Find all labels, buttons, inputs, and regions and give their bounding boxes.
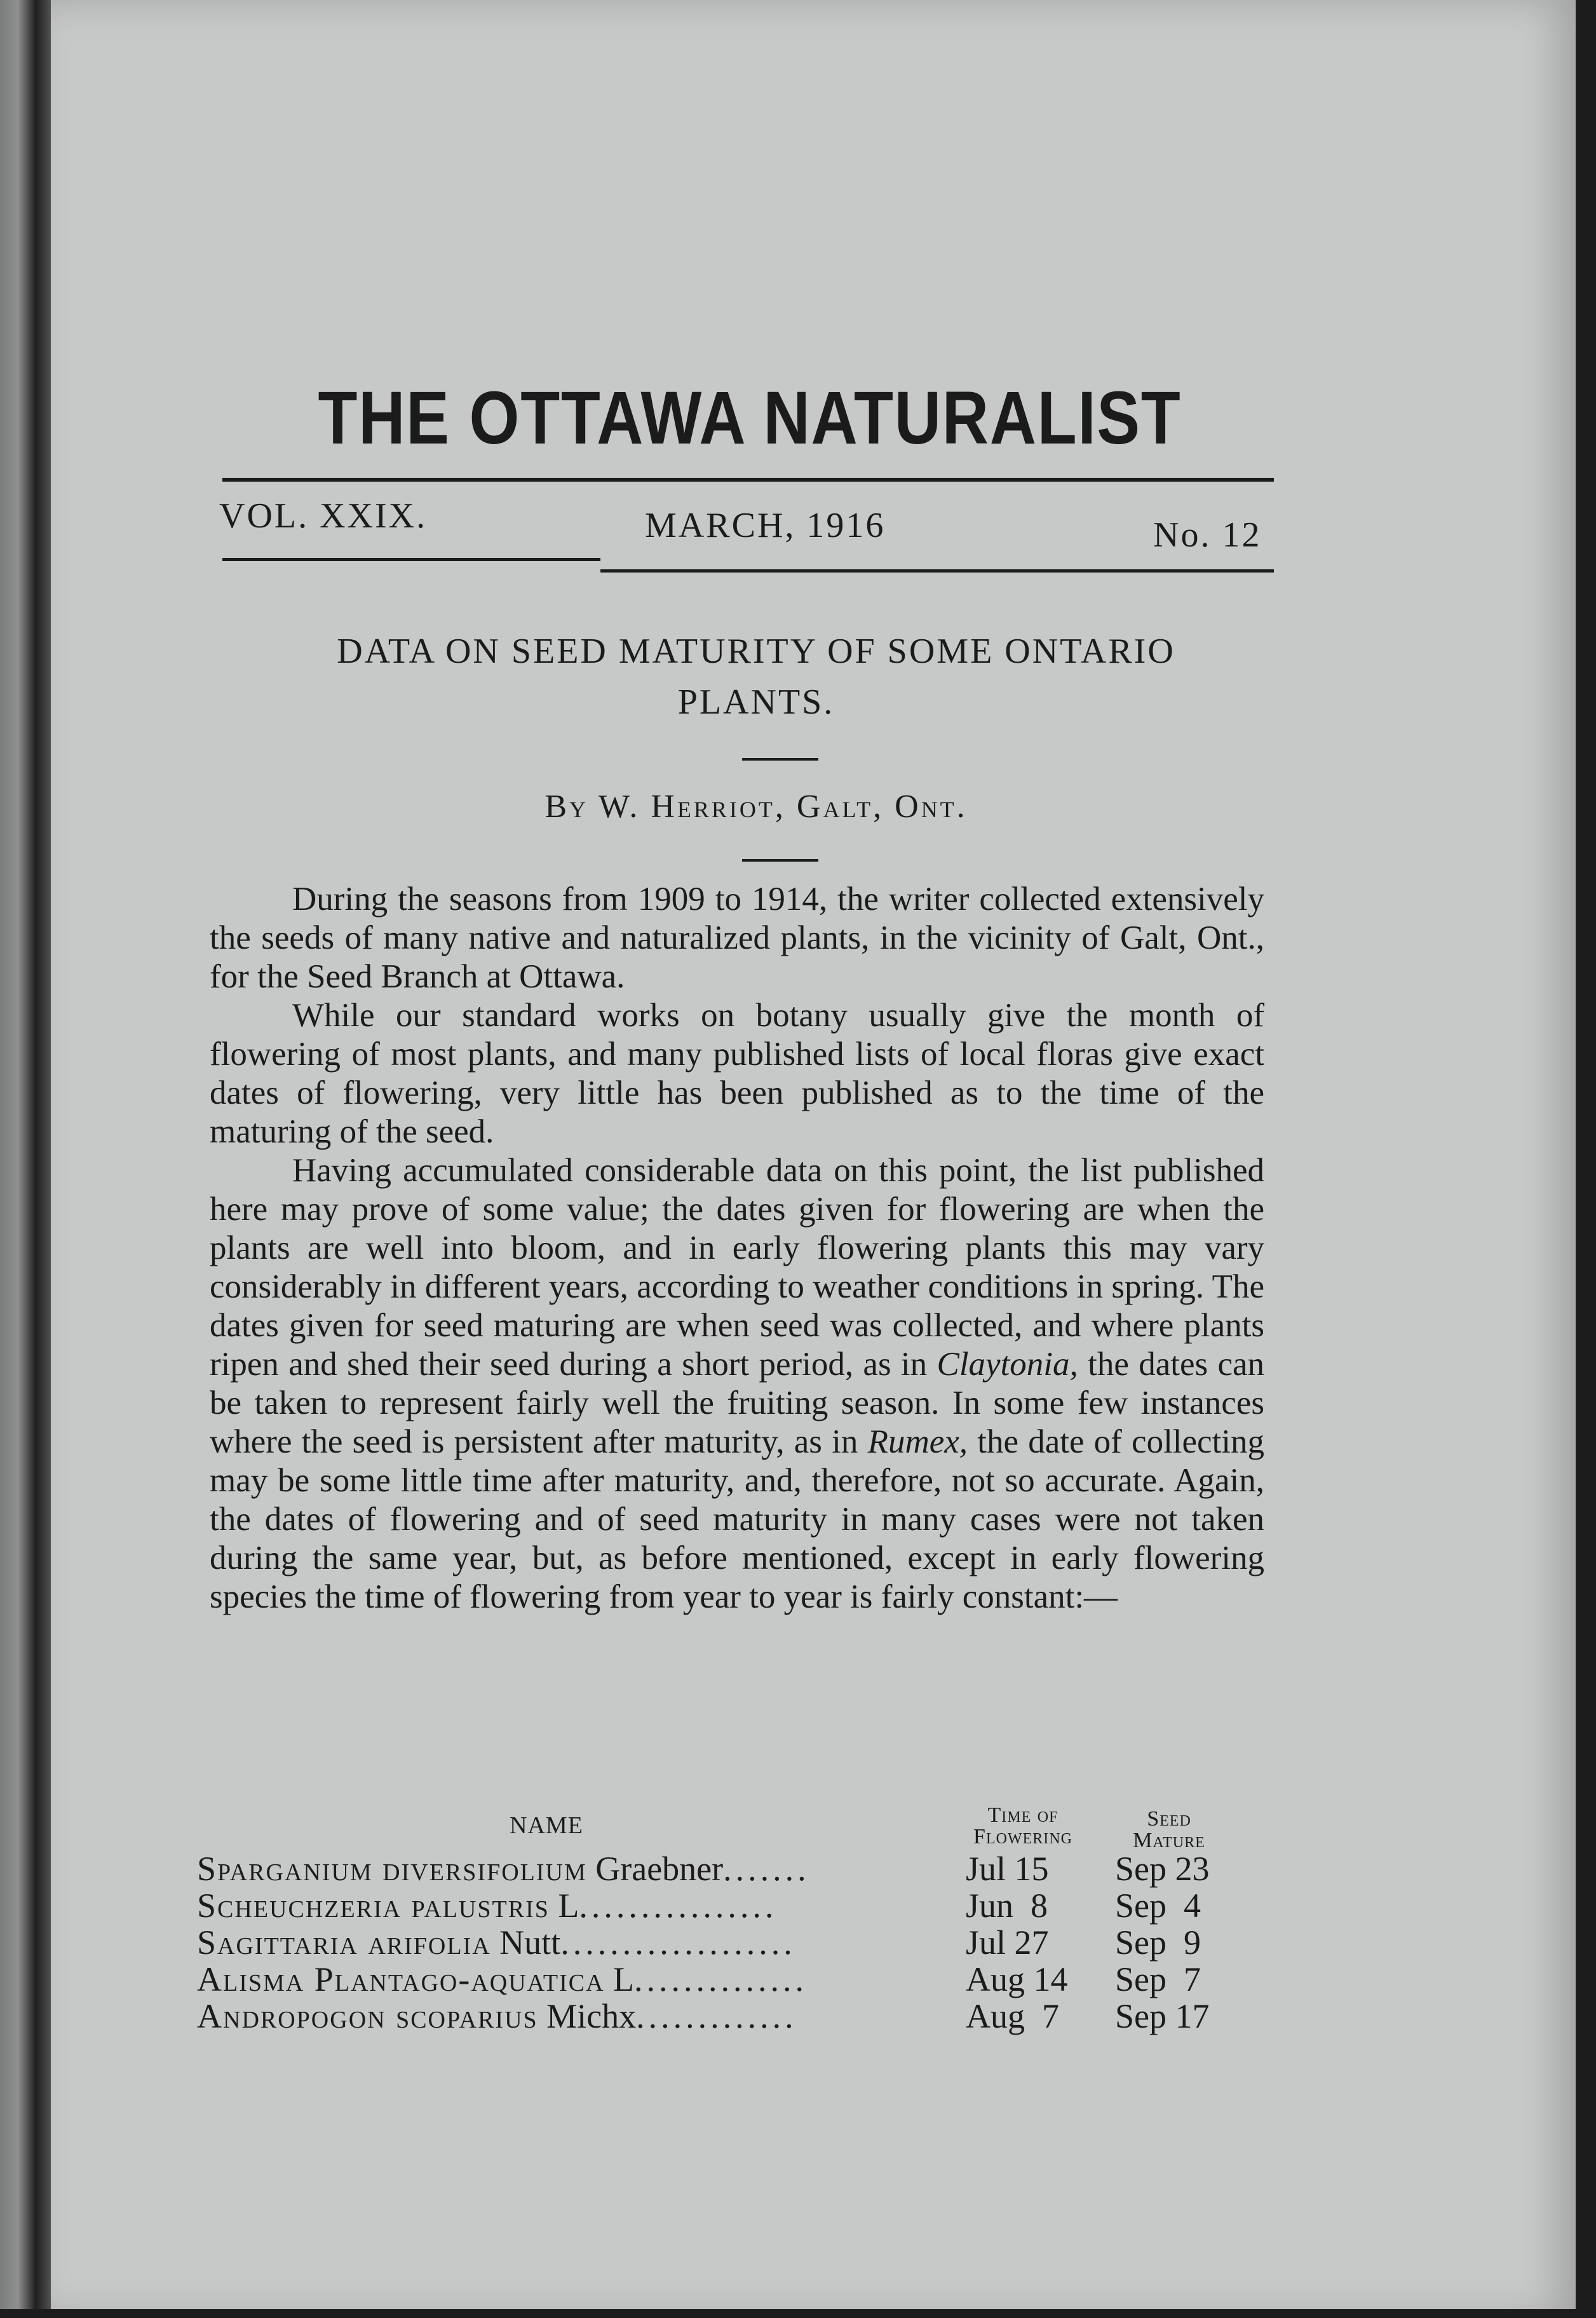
column-header-flowering-line-2: Flowering	[973, 1825, 1072, 1848]
article-title-line-1: DATA ON SEED MATURITY OF SOME ONTARIO	[337, 632, 1175, 671]
plant-author: L	[604, 1961, 635, 1998]
plant-name	[197, 1850, 950, 1887]
flowering-date: Aug 14	[966, 1960, 1068, 1998]
plant-author: Nutt	[490, 1924, 561, 1961]
seed-mature-date: Sep 23	[1115, 1850, 1210, 1888]
masthead-rule-bottom-right	[600, 569, 1274, 573]
masthead-rule-top	[222, 478, 1274, 482]
table-row	[197, 1887, 1277, 1924]
column-header-flowering	[956, 1805, 1090, 1848]
leader-dots: .......	[723, 1850, 810, 1887]
plant-author: Graebner	[586, 1850, 724, 1887]
flowering-date: Jul 27	[966, 1923, 1049, 1962]
article-body	[210, 880, 1264, 1616]
table-row	[197, 1961, 1277, 1998]
leader-dots: ................	[579, 1887, 778, 1924]
plant-author: L	[549, 1887, 579, 1924]
title-divider	[742, 758, 818, 761]
paragraph-2: While our standard works on botany usually give the month of flowering of most plants, and many published lists of local floras give exact dates of flowering, very little has been published as to the time of the maturing of the seed.	[210, 997, 1264, 1150]
article-byline: By W. Herriot, Galt, Ont.	[544, 789, 968, 825]
paragraph-1: During the seasons from 1909 to 1914, the writer collected extensively the seeds of many native and naturalized plants, in the vicinity of Galt, Ont., for the Seed Branch at Ottawa.	[210, 881, 1264, 995]
flowering-date: Jun 8	[966, 1887, 1048, 1925]
plant-species: Alisma Plantago-aquatica	[197, 1961, 605, 1998]
column-header-seed	[1106, 1808, 1233, 1852]
column-header-name: NAME	[510, 1812, 583, 1839]
page-right-edge	[1576, 0, 1596, 2318]
plant-author: Michx	[538, 1998, 637, 2035]
plant-species: Sparganium diversifolium	[197, 1850, 587, 1887]
paragraph-3-text-b: the dates can be taken to represent fairly well the fruiting season. In some few instances where the seed is persistent after maturity, as in	[210, 1346, 1265, 1460]
seed-mature-date: Sep 4	[1115, 1887, 1201, 1925]
article-title	[241, 626, 1271, 728]
table-row	[197, 1850, 1277, 1887]
paragraph-3	[210, 1151, 1264, 1616]
plant-name	[197, 1924, 950, 1961]
issue-number: No. 12	[1153, 515, 1262, 555]
seed-mature-date: Sep 7	[1115, 1960, 1201, 1998]
paragraph-3-text-c: the date of collecting may be some little time after maturity, and, therefore, not so accurate. Again, the dates of flowering and of seed maturity in many cases were not taken during the same year, but, as before mentioned, except in early flowering species the time of flowering from year to year is fairly constant:—	[210, 1423, 1265, 1615]
column-header-seed-line-1: Seed	[1147, 1807, 1191, 1831]
journal-title: THE OTTAWA NATURALIST	[318, 376, 1182, 460]
plant-name	[197, 1887, 950, 1924]
column-header-seed-line-2: Mature	[1133, 1829, 1205, 1852]
article-title-line-2: PLANTS.	[677, 682, 835, 722]
page-left-edge	[0, 0, 51, 2318]
byline-divider	[742, 859, 818, 862]
seed-mature-date: Sep 17	[1115, 1997, 1210, 2035]
plant-name	[197, 1998, 950, 2035]
leader-dots: ...................	[560, 1924, 796, 1961]
plant-species: Scheuchzeria palustris	[197, 1887, 550, 1924]
flowering-date: Jul 15	[966, 1850, 1049, 1888]
leader-dots: ..............	[634, 1961, 808, 1998]
plant-species: Sagittaria arifolia	[197, 1924, 491, 1961]
column-header-flowering-line-1: Time of	[987, 1803, 1058, 1827]
masthead-rule-bottom-left	[222, 558, 600, 561]
paragraph-3-text-a: Having accumulated considerable data on this point, the list published here may prove of some value; the dates given for flowering are when the plants are well into bloom, and in early flowering plants this may vary considerably in different years, according to weather conditions in spring. The dates given for seed maturing are when seed was collected, and where plants ripen and shed their seed during a short period, as in	[210, 1152, 1264, 1383]
plant-name	[197, 1961, 950, 1998]
genus-rumex: Rumex,	[867, 1423, 968, 1460]
genus-claytonia: Claytonia,	[937, 1346, 1078, 1383]
leader-dots: .............	[636, 1998, 797, 2035]
page-bottom-edge	[0, 2309, 1596, 2318]
flowering-date: Aug 7	[966, 1997, 1059, 2035]
seed-mature-date: Sep 9	[1115, 1923, 1201, 1962]
issue-date: MARCH, 1916	[645, 506, 886, 545]
issue-info-row	[219, 496, 1274, 553]
plant-species: Andropogon scoparius	[197, 1998, 538, 2035]
table-row	[197, 1998, 1277, 2035]
volume-label: VOL. XXIX.	[219, 496, 428, 536]
table-row	[197, 1924, 1277, 1961]
